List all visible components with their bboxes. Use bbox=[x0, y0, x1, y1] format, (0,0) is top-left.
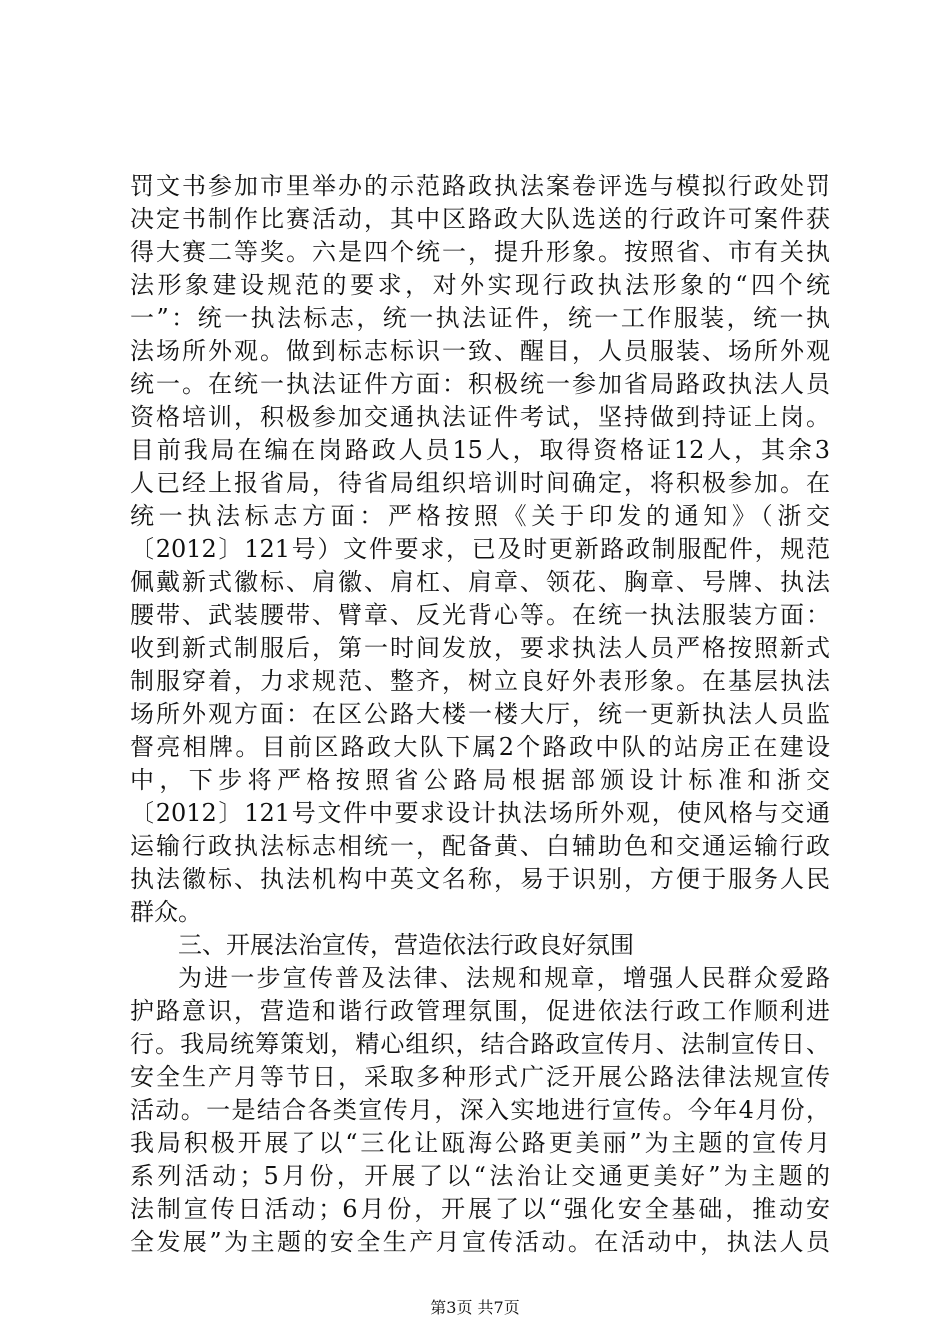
text-line: 系列活动；5月份，开展了以“法治让交通更美好”为主题的 bbox=[130, 1162, 830, 1190]
text-line: 佩戴新式徽标、肩徽、肩杠、肩章、领花、胸章、号牌、执法 bbox=[130, 568, 830, 596]
text-line: 我局积极开展了以“三化让瓯海公路更美丽”为主题的宣传月 bbox=[130, 1129, 830, 1157]
text-line: 法场所外观。做到标志标识一致、醒目，人员服装、场所外观 bbox=[130, 337, 830, 365]
text-line: 决定书制作比赛活动，其中区路政大队选送的行政许可案件获 bbox=[130, 205, 830, 233]
text-line: 督亮相牌。目前区路政大队下属2个路政中队的站房正在建设 bbox=[130, 733, 830, 761]
page-number-label: 第3页 共7页 bbox=[430, 1298, 520, 1317]
text-line: 〔2012〕121号）文件要求，已及时更新路政制服配件，规范 bbox=[130, 535, 830, 563]
text-line: 人已经上报省局，待省局组织培训时间确定，将积极参加。在 bbox=[130, 469, 830, 497]
text-line: 行。我局统筹策划，精心组织，结合路政宣传月、法制宣传日、 bbox=[130, 1030, 830, 1058]
page-footer bbox=[0, 1298, 950, 1318]
text-line: 资格培训，积极参加交通执法证件考试，坚持做到持证上岗。 bbox=[130, 403, 830, 431]
text-line: 目前我局在编在岗路政人员15人，取得资格证12人，其余3 bbox=[130, 436, 830, 464]
text-line: 一”：统一执法标志，统一执法证件，统一工作服装，统一执 bbox=[130, 304, 830, 332]
text-line: 全发展”为主题的安全生产月宣传活动。在活动中，执法人员 bbox=[130, 1228, 830, 1256]
text-line: 群众。 bbox=[130, 898, 202, 926]
text-line: 活动。一是结合各类宣传月，深入实地进行宣传。今年4月份， bbox=[130, 1096, 830, 1124]
text-line: 场所外观方面：在区公路大楼一楼大厅，统一更新执法人员监 bbox=[130, 700, 830, 728]
text-line: 护路意识，营造和谐行政管理氛围，促进依法行政工作顺利进 bbox=[130, 997, 830, 1025]
text-line: 安全生产月等节日，采取多种形式广泛开展公路法律法规宣传 bbox=[130, 1063, 830, 1091]
text-line: 中，下步将严格按照省公路局根据部颁设计标准和浙交 bbox=[130, 766, 830, 794]
text-line: 运输行政执法标志相统一，配备黄、白辅助色和交通运输行政 bbox=[130, 832, 830, 860]
text-line: 统一执法标志方面：严格按照《关于印发的通知》（浙交 bbox=[130, 502, 830, 530]
body-text bbox=[130, 170, 830, 1259]
text-line: 法形象建设规范的要求，对外实现行政执法形象的“四个统 bbox=[130, 271, 830, 299]
text-line: 罚文书参加市里举办的示范路政执法案卷评选与模拟行政处罚 bbox=[130, 172, 830, 200]
text-line: 执法徽标、执法机构中英文名称，易于识别，方便于服务人民 bbox=[130, 865, 830, 893]
text-line: 得大赛二等奖。六是四个统一，提升形象。按照省、市有关执 bbox=[130, 238, 830, 266]
text-line: 法制宣传日活动；6月份，开展了以“强化安全基础，推动安 bbox=[130, 1195, 830, 1223]
text-line: 为进一步宣传普及法律、法规和规章，增强人民群众爱路 bbox=[178, 964, 830, 992]
section-heading: 三、开展法治宣传，营造依法行政良好氛围 bbox=[178, 931, 634, 959]
text-line: 腰带、武装腰带、臂章、反光背心等。在统一执法服装方面： bbox=[130, 601, 830, 629]
text-line: 〔2012〕121号文件中要求设计执法场所外观，使风格与交通 bbox=[130, 799, 830, 827]
text-line: 制服穿着，力求规范、整齐，树立良好外表形象。在基层执法 bbox=[130, 667, 830, 695]
text-line: 统一。在统一执法证件方面：积极统一参加省局路政执法人员 bbox=[130, 370, 830, 398]
text-line: 收到新式制服后，第一时间发放，要求执法人员严格按照新式 bbox=[130, 634, 830, 662]
